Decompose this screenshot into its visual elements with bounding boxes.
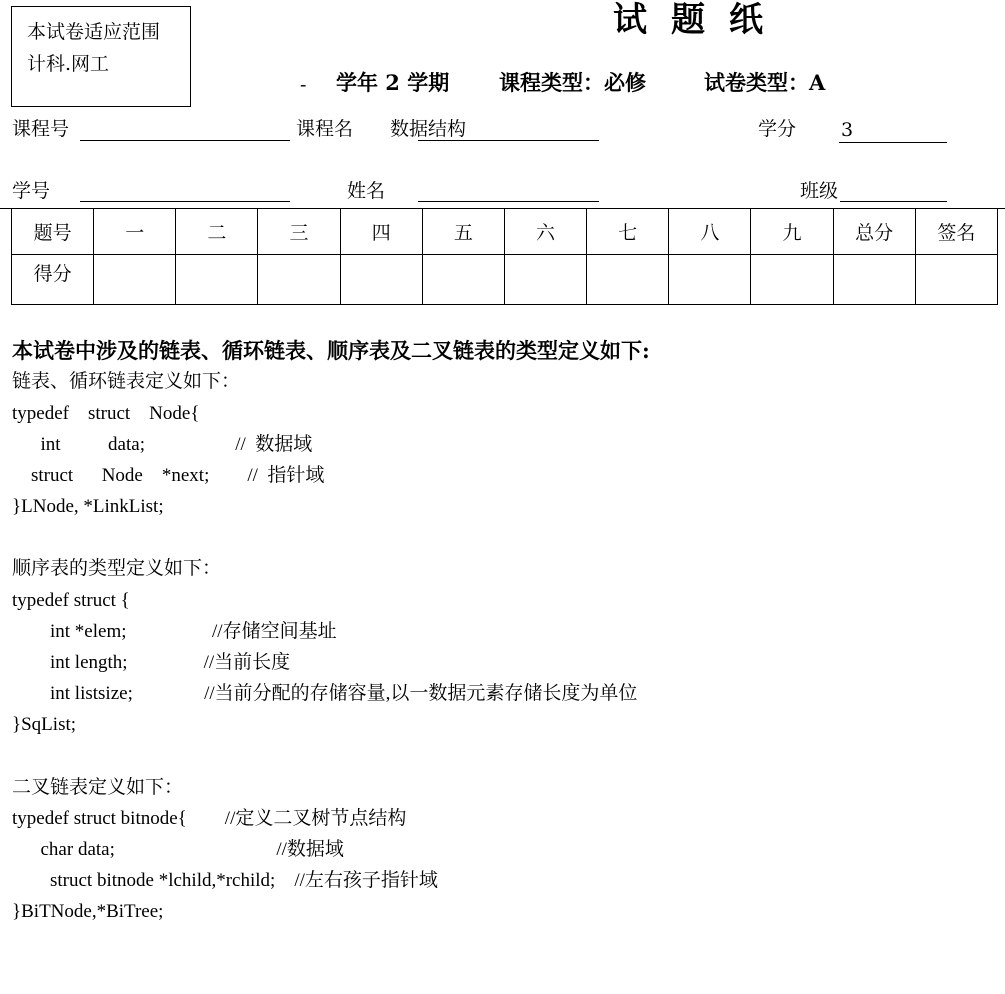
header-cell: 题号 xyxy=(12,209,94,255)
course-name-value: 数据结构 xyxy=(390,118,467,140)
content-heading: 本试卷中涉及的链表、循环链表、顺序表及二叉链表的类型定义如下: xyxy=(12,338,650,363)
code-line: int *elem; //存储空间基址 xyxy=(12,621,337,642)
sqlist-intro: 顺序表的类型定义如下： xyxy=(12,557,222,579)
scope-line-1: 本试卷适应范围 xyxy=(27,21,161,43)
course-name-label: 课程名 xyxy=(296,118,354,140)
page-title: 试题纸 xyxy=(613,0,787,40)
course-name-field[interactable] xyxy=(418,140,599,141)
name-field[interactable] xyxy=(418,201,599,202)
table-row xyxy=(12,209,998,255)
score-row-label: 得分 xyxy=(12,255,94,305)
header-cell: 五 xyxy=(422,209,504,255)
student-no-label: 学号 xyxy=(12,180,51,202)
score-cell[interactable] xyxy=(587,255,669,305)
course-no-label: 课程号 xyxy=(12,118,70,140)
term-dash: - xyxy=(300,74,307,96)
code-line: struct bitnode *lchild,*rchild; //左右孩子指针域 xyxy=(12,870,438,891)
course-no-field[interactable] xyxy=(80,140,290,141)
code-line: }LNode, *LinkList; xyxy=(12,496,164,517)
score-cell[interactable] xyxy=(422,255,504,305)
code-line: }BiTNode,*BiTree; xyxy=(12,901,164,922)
header-cell: 八 xyxy=(669,209,751,255)
scope-box xyxy=(11,6,191,107)
score-cell[interactable] xyxy=(669,255,751,305)
credit-field[interactable] xyxy=(839,142,947,143)
name-label: 姓名 xyxy=(347,180,386,202)
header-cell: 三 xyxy=(258,209,340,255)
bitree-intro: 二叉链表定义如下： xyxy=(12,776,184,798)
code-line: int length; //当前长度 xyxy=(12,652,291,673)
score-cell[interactable] xyxy=(176,255,258,305)
code-line: int data; // 数据域 xyxy=(12,434,313,455)
code-line: typedef struct { xyxy=(12,590,130,611)
term-label: 学年 2 学期 xyxy=(336,70,450,95)
code-line: typedef struct Node{ xyxy=(12,403,200,424)
header-cell: 七 xyxy=(587,209,669,255)
header-cell: 签名 xyxy=(915,209,997,255)
score-table xyxy=(11,208,998,305)
code-line: char data; //数据域 xyxy=(12,839,344,860)
class-field[interactable] xyxy=(840,201,947,202)
score-cell[interactable] xyxy=(915,255,997,305)
linklist-intro: 链表、循环链表定义如下： xyxy=(12,370,241,392)
score-cell[interactable] xyxy=(258,255,340,305)
table-row xyxy=(12,255,998,305)
score-cell[interactable] xyxy=(340,255,422,305)
score-cell[interactable] xyxy=(504,255,586,305)
credit-label: 学分 xyxy=(758,118,797,140)
header-cell: 六 xyxy=(504,209,586,255)
scope-line-2: 计科.网工 xyxy=(27,53,110,75)
code-line: }SqList; xyxy=(12,714,77,735)
paper-type: 试卷类型：A xyxy=(704,70,826,95)
header-cell: 九 xyxy=(751,209,833,255)
score-cell[interactable] xyxy=(751,255,833,305)
header-cell: 一 xyxy=(94,209,176,255)
header-cell: 二 xyxy=(176,209,258,255)
score-cell[interactable] xyxy=(833,255,915,305)
course-type: 课程类型：必修 xyxy=(499,70,646,95)
class-label: 班级 xyxy=(800,180,839,202)
student-no-field[interactable] xyxy=(80,201,290,202)
code-line: typedef struct bitnode{ //定义二叉树节点结构 xyxy=(12,808,407,829)
header-cell: 四 xyxy=(340,209,422,255)
header-cell: 总分 xyxy=(833,209,915,255)
code-line: struct Node *next; // 指针域 xyxy=(12,465,325,486)
credit-value: 3 xyxy=(841,119,854,141)
code-line: int listsize; //当前分配的存储容量,以一数据元素存储长度为单位 xyxy=(12,683,638,704)
score-cell[interactable] xyxy=(94,255,176,305)
